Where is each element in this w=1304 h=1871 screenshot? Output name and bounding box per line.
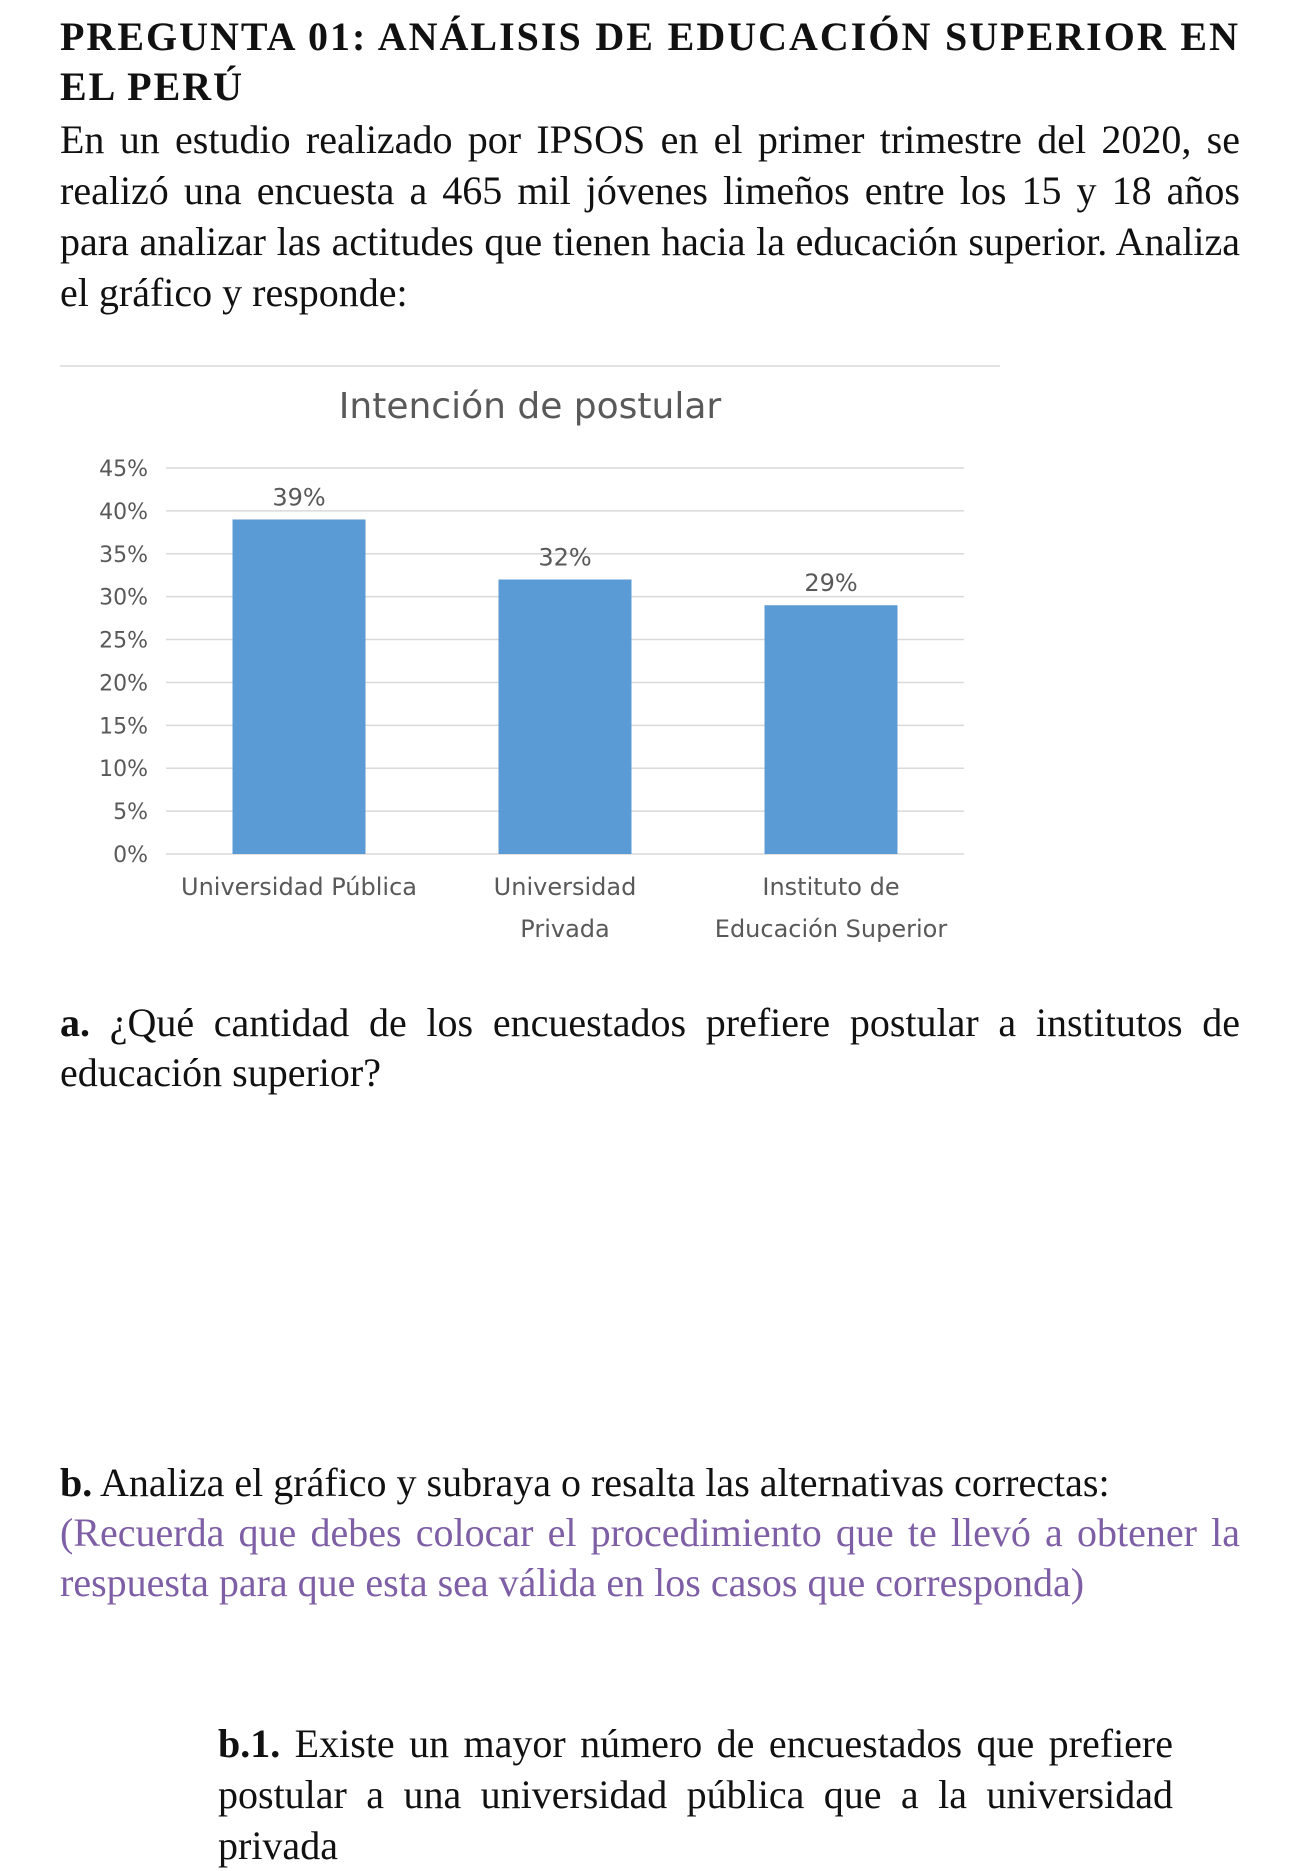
question-a-text: ¿Qué cantidad de los encuestados prefiere postular a institutos de educación superior? <box>60 1000 1240 1095</box>
question-b-note: (Recuerda que debes colocar el procedimiento que te llevó a obtener la respuesta para que esta sea válida en los casos que corresponda) <box>60 1510 1240 1605</box>
y-tick-label: 20% <box>99 671 148 697</box>
bar-chart <box>60 360 1000 960</box>
question-title: PREGUNTA 01: ANÁLISIS DE EDUCACIÓN SUPERIOR EN EL PERÚ <box>60 14 1240 109</box>
y-tick-label: 25% <box>99 628 148 654</box>
bar-value-label: 32% <box>538 543 592 572</box>
question-a-label: a. <box>60 1000 90 1045</box>
x-category-label: Instituto de <box>762 873 900 901</box>
chart-title: Intención de postular <box>338 386 722 427</box>
item-b1-label: b.1. <box>218 1721 281 1766</box>
x-category-label: Universidad <box>493 873 637 901</box>
question-b-text: Analiza el gráfico y subraya o resalta las alternativas correctas: <box>100 1460 1110 1505</box>
y-tick-label: 10% <box>99 757 148 783</box>
item-b1-text: Existe un mayor número de encuestados que prefiere postular a una universidad pública que a la universidad privada <box>218 1721 1174 1868</box>
bar-chart-svg <box>60 360 1000 960</box>
item-b1 <box>218 1718 1173 1871</box>
y-tick-label: 45% <box>99 457 148 482</box>
intro-paragraph: En un estudio realizado por IPSOS en el primer trimestre del 2020, se realizó una encuesta a 465 mil jóvenes limeños entre los 15 y 18 años para analizar las actitudes que tienen hacia la educación superior. Analiza el gráfico y responde: <box>60 117 1240 315</box>
y-tick-label: 15% <box>99 714 148 740</box>
x-category-label: Educación Superior <box>714 915 948 943</box>
bar <box>499 580 632 854</box>
x-category-label: Universidad Pública <box>181 873 417 901</box>
bar-value-label: 39% <box>272 483 326 512</box>
bar-value-label: 29% <box>804 569 858 598</box>
y-tick-label: 35% <box>99 542 148 568</box>
question-b-label: b. <box>60 1460 93 1505</box>
y-tick-label: 5% <box>113 800 148 826</box>
y-tick-label: 30% <box>99 585 148 611</box>
question-a <box>60 998 1240 1098</box>
y-tick-label: 0% <box>113 843 148 868</box>
bar <box>233 519 366 854</box>
x-category-label: Privada <box>520 915 610 943</box>
bar <box>765 605 898 854</box>
question-b <box>60 1458 1240 1508</box>
y-tick-label: 40% <box>99 499 148 525</box>
